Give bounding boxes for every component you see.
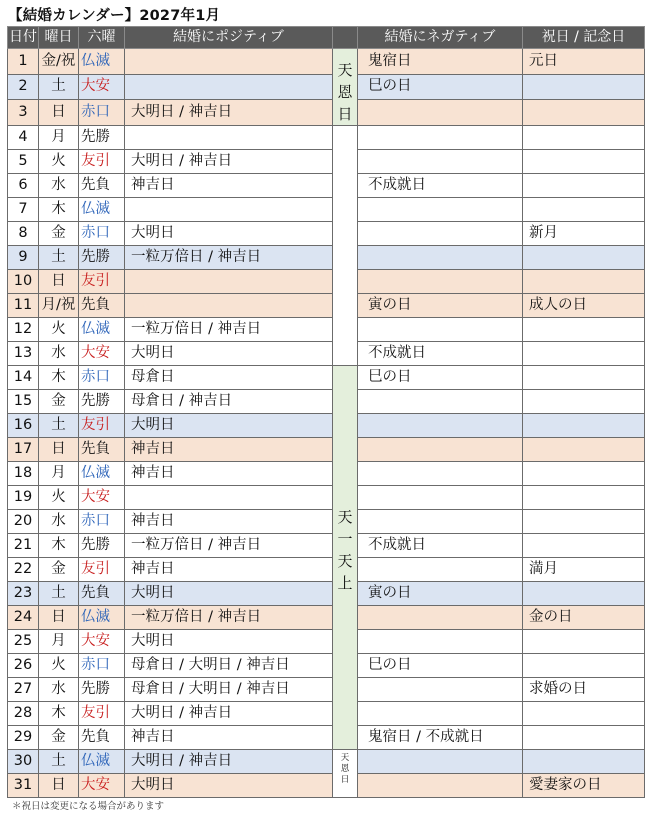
positive-cell: 一粒万倍日 / 神吉日 [125,318,333,342]
positive-cell: 一粒万倍日 / 神吉日 [125,246,333,270]
tenon-char: 日 [340,775,350,785]
negative-cell [358,510,523,534]
rokuyo-cell: 仏滅 [79,49,125,75]
positive-cell: 神吉日 [125,438,333,462]
holiday-cell [523,126,645,150]
weekday-cell: 土 [39,750,79,774]
rokuyo-cell: 友引 [79,270,125,294]
table-row [8,49,645,75]
tenon-char: 天 [340,753,350,763]
weekday-cell: 金/祝 [39,49,79,75]
positive-cell [125,486,333,510]
positive-cell: 大明日 [125,630,333,654]
rokuyo-cell: 友引 [79,558,125,582]
weekday-cell: 火 [39,318,79,342]
rokuyo-cell: 先負 [79,582,125,606]
weekday-cell: 金 [39,726,79,750]
positive-cell [125,74,333,100]
positive-cell [125,49,333,75]
weekday-cell: 金 [39,558,79,582]
holiday-cell: 求婚の日 [523,678,645,702]
tenon-char: 恩 [337,83,353,101]
date-cell: 31 [8,774,39,798]
table-row [8,582,645,606]
holiday-cell: 成人の日 [523,294,645,318]
table-row [8,294,645,318]
weekday-cell: 日 [39,606,79,630]
negative-cell [358,606,523,630]
weekday-cell: 水 [39,342,79,366]
holiday-cell [523,100,645,126]
date-cell: 26 [8,654,39,678]
tenon-char: 天 [337,508,353,526]
weekday-cell: 日 [39,774,79,798]
rokuyo-cell: 仏滅 [79,198,125,222]
positive-cell: 大明日 / 神吉日 [125,150,333,174]
date-cell: 30 [8,750,39,774]
negative-cell [358,486,523,510]
negative-cell [358,462,523,486]
date-cell: 2 [8,74,39,100]
holiday-cell [523,438,645,462]
rokuyo-cell: 先負 [79,438,125,462]
rokuyo-cell: 先勝 [79,390,125,414]
table-row [8,774,645,798]
weekday-cell: 土 [39,74,79,100]
holiday-cell [523,174,645,198]
holiday-cell [523,630,645,654]
date-cell: 5 [8,150,39,174]
date-cell: 23 [8,582,39,606]
positive-cell: 大明日 [125,222,333,246]
negative-cell [358,126,523,150]
rokuyo-cell: 大安 [79,486,125,510]
date-cell: 4 [8,126,39,150]
negative-cell [358,750,523,774]
positive-cell: 一粒万倍日 / 神吉日 [125,606,333,630]
calendar-body [8,49,645,798]
table-row [8,174,645,198]
positive-cell: 神吉日 [125,726,333,750]
positive-cell: 神吉日 [125,558,333,582]
holiday-cell: 金の日 [523,606,645,630]
header-negative: 結婚にネガティブ [358,27,523,49]
negative-cell [358,198,523,222]
positive-cell: 神吉日 [125,462,333,486]
header-weekday: 曜日 [39,27,79,49]
positive-cell: 大明日 / 神吉日 [125,702,333,726]
rokuyo-cell: 先勝 [79,678,125,702]
rokuyo-cell: 友引 [79,414,125,438]
wedding-calendar-table [7,26,645,798]
weekday-cell: 火 [39,654,79,678]
date-cell: 9 [8,246,39,270]
table-row [8,126,645,150]
date-cell: 25 [8,630,39,654]
holiday-cell [523,150,645,174]
holiday-cell [523,654,645,678]
positive-cell: 神吉日 [125,174,333,198]
negative-cell: 寅の日 [358,294,523,318]
negative-cell [358,390,523,414]
negative-cell: 寅の日 [358,582,523,606]
negative-cell [358,246,523,270]
rokuyo-cell: 先負 [79,174,125,198]
rokuyo-cell: 先勝 [79,534,125,558]
tenon-char: 天 [337,552,353,570]
table-row [8,678,645,702]
holiday-cell [523,726,645,750]
rokuyo-cell: 友引 [79,702,125,726]
weekday-cell: 土 [39,582,79,606]
date-cell: 22 [8,558,39,582]
rokuyo-cell: 大安 [79,630,125,654]
negative-cell [358,414,523,438]
table-row [8,390,645,414]
tenon-cell [333,750,358,798]
negative-cell [358,774,523,798]
rokuyo-cell: 仏滅 [79,606,125,630]
negative-cell: 巳の日 [358,654,523,678]
negative-cell [358,100,523,126]
weekday-cell: 金 [39,222,79,246]
weekday-cell: 月 [39,126,79,150]
table-row [8,606,645,630]
table-row [8,438,645,462]
table-row [8,74,645,100]
date-cell: 16 [8,414,39,438]
date-cell: 28 [8,702,39,726]
rokuyo-cell: 仏滅 [79,462,125,486]
table-row [8,414,645,438]
weekday-cell: 水 [39,510,79,534]
footnote: ＊祝日は変更になる場合があります [12,801,165,812]
tenon-char: 天 [337,61,353,79]
holiday-cell: 元日 [523,49,645,75]
weekday-cell: 土 [39,246,79,270]
table-row [8,270,645,294]
table-row [8,150,645,174]
date-cell: 12 [8,318,39,342]
weekday-cell: 水 [39,678,79,702]
holiday-cell [523,390,645,414]
rokuyo-cell: 大安 [79,774,125,798]
rokuyo-cell: 先負 [79,294,125,318]
header-date: 日付 [8,27,39,49]
negative-cell: 鬼宿日 [358,49,523,75]
negative-cell: 不成就日 [358,342,523,366]
holiday-cell [523,198,645,222]
weekday-cell: 木 [39,198,79,222]
positive-cell [125,270,333,294]
table-row [8,366,645,390]
weekday-cell: 月 [39,462,79,486]
holiday-cell [523,582,645,606]
positive-cell [125,198,333,222]
date-cell: 17 [8,438,39,462]
tenon-char: 上 [337,574,353,592]
table-row [8,702,645,726]
rokuyo-cell: 赤口 [79,366,125,390]
positive-cell: 大明日 / 神吉日 [125,750,333,774]
header-row [8,27,645,49]
tenon-cell [333,126,358,366]
holiday-cell [523,534,645,558]
positive-cell: 母倉日 [125,366,333,390]
positive-cell [125,126,333,150]
rokuyo-cell: 先勝 [79,246,125,270]
tenon-char: 一 [337,530,353,548]
date-cell: 24 [8,606,39,630]
positive-cell: 大明日 [125,582,333,606]
rokuyo-cell: 赤口 [79,100,125,126]
header-rokuyo: 六曜 [79,27,125,49]
weekday-cell: 木 [39,366,79,390]
negative-cell: 鬼宿日 / 不成就日 [358,726,523,750]
table-row [8,510,645,534]
tenon-label [333,366,357,594]
positive-cell: 母倉日 / 神吉日 [125,390,333,414]
negative-cell [358,678,523,702]
negative-cell [358,630,523,654]
date-cell: 21 [8,534,39,558]
date-cell: 7 [8,198,39,222]
weekday-cell: 木 [39,534,79,558]
date-cell: 18 [8,462,39,486]
negative-cell [358,438,523,462]
rokuyo-cell: 大安 [79,74,125,100]
rokuyo-cell: 大安 [79,342,125,366]
weekday-cell: 土 [39,414,79,438]
table-row [8,726,645,750]
tenon-label [333,49,357,125]
holiday-cell [523,342,645,366]
table-row [8,534,645,558]
table-row [8,318,645,342]
date-cell: 13 [8,342,39,366]
rokuyo-cell: 赤口 [79,222,125,246]
negative-cell [358,558,523,582]
rokuyo-cell: 先勝 [79,126,125,150]
holiday-cell: 満月 [523,558,645,582]
date-cell: 1 [8,49,39,75]
rokuyo-cell: 仏滅 [79,318,125,342]
negative-cell: 巳の日 [358,74,523,100]
holiday-cell [523,486,645,510]
rokuyo-cell: 友引 [79,150,125,174]
holiday-cell [523,702,645,726]
weekday-cell: 木 [39,702,79,726]
table-row [8,246,645,270]
date-cell: 14 [8,366,39,390]
weekday-cell: 日 [39,100,79,126]
date-cell: 27 [8,678,39,702]
negative-cell [358,150,523,174]
date-cell: 6 [8,174,39,198]
tenon-char: 日 [337,105,353,123]
weekday-cell: 日 [39,270,79,294]
negative-cell: 不成就日 [358,534,523,558]
positive-cell: 母倉日 / 大明日 / 神吉日 [125,654,333,678]
date-cell: 19 [8,486,39,510]
table-row [8,558,645,582]
weekday-cell: 金 [39,390,79,414]
weekday-cell: 火 [39,150,79,174]
weekday-cell: 日 [39,438,79,462]
date-cell: 3 [8,100,39,126]
rokuyo-cell: 先負 [79,726,125,750]
weekday-cell: 火 [39,486,79,510]
negative-cell [358,318,523,342]
rokuyo-cell: 赤口 [79,654,125,678]
weekday-cell: 月/祝 [39,294,79,318]
positive-cell: 大明日 [125,342,333,366]
holiday-cell [523,462,645,486]
holiday-cell [523,318,645,342]
negative-cell [358,702,523,726]
date-cell: 15 [8,390,39,414]
positive-cell [125,294,333,318]
table-row [8,342,645,366]
date-cell: 8 [8,222,39,246]
negative-cell: 不成就日 [358,174,523,198]
holiday-cell: 愛妻家の日 [523,774,645,798]
holiday-cell [523,510,645,534]
negative-cell [358,222,523,246]
positive-cell: 一粒万倍日 / 神吉日 [125,534,333,558]
date-cell: 11 [8,294,39,318]
holiday-cell [523,246,645,270]
date-cell: 10 [8,270,39,294]
positive-cell: 大明日 [125,774,333,798]
rokuyo-cell: 赤口 [79,510,125,534]
rokuyo-cell: 仏滅 [79,750,125,774]
holiday-cell: 新月 [523,222,645,246]
header-holiday: 祝日 / 記念日 [523,27,645,49]
date-cell: 29 [8,726,39,750]
positive-cell: 大明日 / 神吉日 [125,100,333,126]
date-cell: 20 [8,510,39,534]
holiday-cell [523,750,645,774]
positive-cell: 大明日 [125,414,333,438]
weekday-cell: 月 [39,630,79,654]
negative-cell: 巳の日 [358,366,523,390]
table-row [8,654,645,678]
tenon-label [333,750,357,786]
holiday-cell [523,366,645,390]
table-row [8,100,645,126]
positive-cell: 母倉日 / 大明日 / 神吉日 [125,678,333,702]
header-tenon [333,27,358,49]
header-positive: 結婚にポジティブ [125,27,333,49]
table-row [8,462,645,486]
table-row [8,198,645,222]
table-row [8,630,645,654]
holiday-cell [523,270,645,294]
table-row [8,486,645,510]
holiday-cell [523,414,645,438]
page-title: 【結婚カレンダー】2027年1月 [8,8,221,24]
weekday-cell: 水 [39,174,79,198]
negative-cell [358,270,523,294]
holiday-cell [523,74,645,100]
tenon-cell [333,49,358,126]
tenon-char: 恩 [340,764,350,774]
tenon-cell [333,366,358,750]
table-row [8,750,645,774]
table-row [8,222,645,246]
positive-cell: 神吉日 [125,510,333,534]
